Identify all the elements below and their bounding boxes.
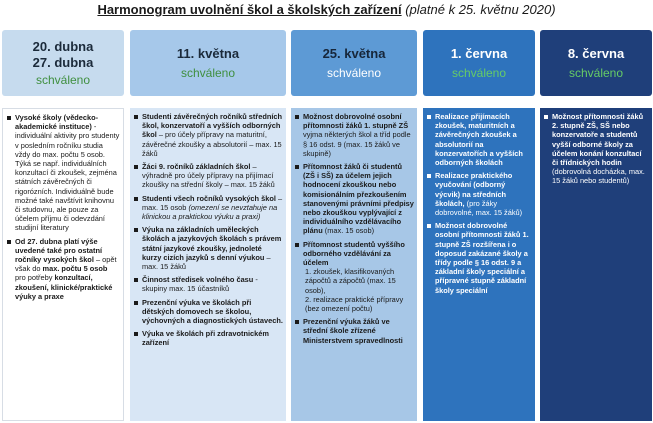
item-text: – pro účely přípravy na maturitní, závěrečné zkoušky a absolutorií – max. 15 žáků (142, 130, 282, 158)
item-bold-2: max. počtu 5 osob (42, 264, 108, 274)
list-item (6, 113, 120, 233)
item-text: – výhradně pro účely přípravy na přijímací zkoušky na střední školy – max. 15 žáků (142, 162, 275, 190)
item-bold: Žáci 9. ročníků základních škol (142, 162, 251, 172)
item-bold: Od 27. dubna platí výše uvedené také pro ostatní ročníky vysokých škol (15, 236, 103, 265)
status-approved: schváleno (451, 65, 507, 80)
list-item (426, 171, 532, 217)
column-8-june-body (540, 108, 652, 421)
item-bold: Možnost dobrovolné osobní přítomnosti žáků 1. stupně ZŠ (303, 112, 409, 131)
column-11-may-body (130, 108, 286, 421)
item-bold: Realizace přijímacích zkoušek, maturitních a závěrečných zkoušek a absolutorií na konzervatořích a vyšších odborných školách (435, 112, 523, 168)
list-item (294, 112, 414, 158)
header-date: 25. května (322, 45, 386, 61)
item-text: – max. 15 žáků (142, 252, 271, 272)
list-item (133, 275, 283, 293)
list-item (6, 237, 120, 301)
column-20-27-april-body (2, 108, 124, 421)
header-date: 8. června (567, 45, 625, 61)
status-approved: schváleno (326, 65, 382, 80)
item-bold: Možnost dobrovolné osobní přítomnosti žáků 1. stupně ZŠ rozšířena i o doposud zakázané školy a třídy podle § 16 odst. 9 a základní školy speciální a přípravné stupně základní školy speciální (435, 221, 529, 295)
item-text: vyjma některých škol a tříd podle § 16 odst. 9 (max. 15 žáků ve skupině) (303, 130, 411, 158)
status-approved: schváleno (35, 72, 91, 87)
item-text: - skupiny max. 15 účastníků (142, 275, 258, 294)
title-subtitle: (platné k 25. květnu 2020) (405, 2, 556, 17)
status-approved: schváleno (180, 65, 236, 80)
title-main: Harmonogram uvolnění škol a školských zařízení (97, 2, 402, 17)
header-date: 11. května (176, 45, 240, 61)
header-20-27-april (2, 30, 124, 96)
list-item (426, 112, 532, 167)
item-bold: Prezenční výuka žáků ve střední škole zřízené Ministerstvem spravedlnosti (303, 317, 403, 345)
item-bold: Přítomnost studentů vyššího odborného vzdělávání za účelem (303, 239, 405, 268)
header-date: 20. dubna (32, 38, 94, 54)
item-text: (dobrovolná docházka, max. 15 žáků nebo studentů) (552, 167, 645, 186)
item-bold: Studenti závěrečných ročníků středních škol, konzervatoří a vyšších odborných škol (142, 112, 283, 140)
header-25-may (291, 30, 417, 96)
list-item (543, 112, 649, 186)
list-item (294, 240, 414, 314)
column-25-may-body (291, 108, 417, 421)
list-item (133, 112, 283, 158)
column-1-june-body (423, 108, 535, 421)
list-item (133, 225, 283, 271)
header-date: 1. června (450, 45, 508, 61)
header-date-second: 27. dubna (32, 54, 94, 70)
item-text: – max. 15 osob (142, 193, 283, 212)
item-bold: Studenti všech ročníků vysokých škol (142, 193, 276, 203)
item-bold: Výuka ve školách při zdravotnickém zařízení (142, 329, 269, 348)
item-bold: Možnost přítomnosti žáků 2. stupně ZŠ, SŠ nebo konzervatoře a studentů vyšší odborné školy za účelem konání konzultací či třídnických hodin (552, 112, 644, 168)
bullet-list (6, 113, 120, 301)
item-bold: Vysoké školy (vědecko-akademické instituce) (15, 113, 99, 132)
header-1-june (423, 30, 535, 96)
status-approved: schváleno (568, 65, 624, 80)
item-italic: (omezení se nevztahuje na klinickou a praktickou výuku a praxi) (142, 202, 278, 222)
item-text-2: pro potřeby (15, 273, 55, 283)
item-sub-1: 1. zkoušek, klasifikovaných zápočtů a zápočtů (max. 15 osob), (305, 267, 396, 295)
list-item (133, 194, 283, 222)
item-bold: Realizace praktického vyučování (odborný výcvik) na středních školách, (435, 171, 513, 208)
list-item (294, 162, 414, 236)
list-item (426, 221, 532, 295)
bullet-list (294, 112, 414, 345)
page-title (0, 2, 653, 18)
list-item (294, 317, 414, 345)
item-bold: Činnost středisek volného času (142, 275, 254, 285)
item-bold: Prezenční výuka ve školách při dětských domovech se školou, výchovných a diagnostických ústavech. (142, 297, 283, 326)
item-text: (pro žáky dobrovolné, max. 15 žáků) (435, 198, 523, 218)
item-text: - individuální aktivity pro studenty v posledním ročníku studia vždy do max. počtu 5 osob. Týká se např. individuálních konzultací či zkoušek, zejména státních závěrečných či rigorózních. Individuálně bude možné také navštívit knihovnu či studovnu, ale pouze za účelem příjmu či odevzdání studijní literatury (15, 122, 120, 233)
bullet-list (426, 112, 532, 295)
item-text: – opět však do (15, 255, 117, 274)
bullet-list (543, 112, 649, 186)
item-text: (max. 15 osob) (322, 226, 375, 236)
header-8-june (540, 30, 652, 96)
bullet-list (133, 112, 283, 348)
list-item (133, 162, 283, 190)
item-bold: Přítomnost žáků či studentů (ZŠ i SŠ) za účelem jejich hodnocení zkouškou nebo komisionálním přezkoušením stanovenými právními předpisy nebo zkouškou vyplývající z individuálního vzdělávacího plánu (303, 162, 414, 236)
list-item (133, 329, 283, 347)
item-bold: Výuka na základních uměleckých školách a jazykových školách s právem státní jazykové zkoušky, jednoleté kurzy cizích jazyků s denní výukou (142, 225, 282, 262)
item-bold-3: konzultací, zkoušení, klinické/praktické výuky a praxe (15, 273, 113, 301)
list-item (133, 298, 283, 326)
header-11-may (130, 30, 286, 96)
item-sub-2: 2. realizace praktické přípravy (bez omezení počtu) (305, 294, 404, 314)
